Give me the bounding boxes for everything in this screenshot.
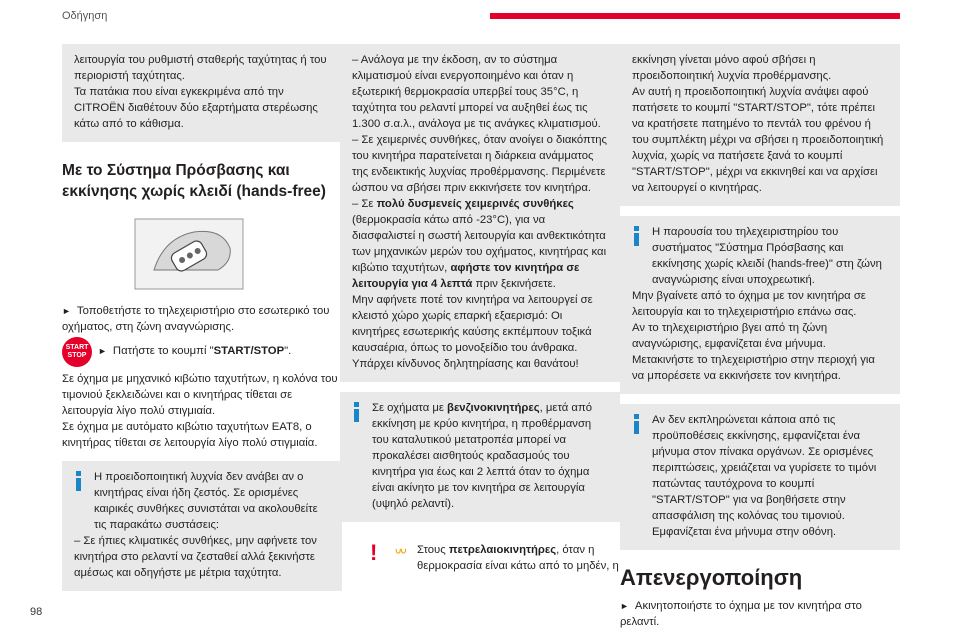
info-icon — [354, 402, 359, 422]
info-icon — [634, 226, 639, 246]
step-item: ► Ακινητοποιήστε το όχημα με τον κινητήρα στο ρελαντί. — [620, 600, 862, 628]
paragraph: Αν δεν εκπληρώνεται κάποια από τις προϋποθέσεις εκκίνησης, εμφανίζεται ένα μήνυμα στον πίνακα οργάνων. Σε ορισμένες περιπτώσεις, χρειάζεται να γυρίσετε το τιμόνι πατώντας ταυτόχρονα το κουμπί "START/STOP" για να βοηθήσετε στην απασφάλιση της κολόνας του τιμονιού. Εμφανίζεται ένα μήνυμα στην οθόνη. — [652, 414, 877, 538]
paragraph: – Σε χειμερινές συνθήκες, όταν ανοίγει ο διακόπτης του κινητήρα παρατείνεται η διάρκεια ανάμματος της ενδεικτικής λυχνίας προθέρμανσης. Περιμένετε ώσπου να σβήσει πριν εκκινήσετε τον κινητήρα. — [352, 134, 607, 194]
arrow-right-icon: ► — [98, 346, 107, 356]
info-note — [620, 404, 900, 550]
arrow-right-icon: ► — [62, 306, 71, 316]
info-box — [620, 44, 900, 206]
step-item: ► Τοποθετήστε το τηλεχειριστήριο στο εσωτερικό του οχήματος, στη ζώνη αναγνώρισης. — [62, 305, 330, 333]
paragraph: Μην βγαίνετε από το όχημα με τον κινητήρα σε λειτουργία και το τηλεχειριστήριο επάνω σας. — [632, 290, 866, 318]
arrow-right-icon: ► — [620, 601, 629, 611]
info-note — [62, 461, 342, 591]
paragraph: Αν το τηλεχειριστήριο βγει από τη ζώνη αναγνώρισης, εμφανίζεται ένα μήνυμα. — [632, 322, 828, 350]
paragraph: Μην αφήνετε ποτέ τον κινητήρα να λειτουργεί σε κλειστό χώρο χωρίς επαρκή εξαερισμό: Οι κινητήρες εσωτερικής καύσης εκπέμπουν τοξικά καυσαέρια, όπως το μονοξείδιο του άνθρακα. Υπάρχει κίνδυνος δηλητηρίασης και θανάτου! — [352, 294, 593, 370]
paragraph: Σε οχήματα με βενζινοκινητήρες, μετά από εκκίνηση με κρύο κινητήρα, η προθέρμανση του καταλυτικού μετατροπέα μπορεί να προκαλέσει αισθητούς κραδασμούς του κινητήρα για έως και 2 λεπτά όταν το όχημα είναι ακίνητο με τον κινητήρα σε λειτουργία (υψηλό ρελαντί). — [372, 402, 593, 510]
paragraph: εκκίνηση γίνεται μόνο αφού σβήσει η προειδοποιητική λυχνία προθέρμανσης. — [632, 54, 832, 82]
glow-plug-icon — [395, 545, 407, 557]
paragraph: Η παρουσία του τηλεχειριστηρίου του συστήματος "Σύστημα Πρόσβασης και εκκίνησης χωρίς κλειδί (hands-free)" στη ζώνη αναγνώρισης είναι υποχρεωτική. — [652, 226, 882, 286]
section-heading: Με το Σύστημα Πρόσβασης και εκκίνησης χωρίς κλειδί (hands-free) — [62, 162, 326, 200]
column-2 — [340, 44, 620, 574]
start-step — [62, 337, 342, 367]
paragraph: Σε όχημα με αυτόματο κιβώτιο ταχυτήτων EAT8, ο κινητήρας τίθεται σε λειτουργία λίγο πολύ στιγμιαία. — [62, 421, 318, 449]
info-box — [340, 44, 620, 382]
info-note — [340, 392, 620, 522]
paragraph: Η προειδοποιητική λυχνία δεν ανάβει αν ο κινητήρας είναι ήδη ζεστός. Σε ορισμένες καιρικές συνθήκες συνιστάται να ακολουθείτε τις παρακάτω συστάσεις: — [94, 471, 318, 531]
paragraph: – Σε ήπιες κλιματικές συνθήκες, μην αφήνετε τον κινητήρα στο ρελαντί να ζεσταθεί αλλά ξεκινήστε αμέσως και οδηγήστε με μέτρια ταχύτητα. — [74, 535, 317, 579]
section-heading: Απενεργοποίηση — [620, 565, 803, 590]
info-icon — [76, 471, 81, 491]
paragraph: Μετακινήστε το τηλεχειριστήριο στην περιοχή για να μπορέσετε να εκκινήσετε τον κινητήρα. — [632, 354, 875, 382]
warning-icon: ! — [370, 540, 378, 565]
paragraph: – Σε πολύ δυσμενείς χειμερινές συνθήκες (θερμοκρασία κάτω από -23°C), για να διασφαλιστεί η σωστή λειτουργία και ανθεκτικότητα των μηχανικών μερών του οχήματος, κινητήρας και κιβώτιο ταχυτήτων, αφήστε τον κινητήρα σε λειτουργία για 4 λεπτά πριν ξεκινήσετε. — [352, 198, 607, 290]
info-icon — [634, 414, 639, 434]
start-stop-button-icon: START STOP — [62, 337, 92, 367]
page-number: 98 — [30, 606, 43, 618]
instructions — [62, 303, 342, 451]
info-box — [62, 44, 342, 142]
step-item: ► Πατήστε το κουμπί "START/STOP". — [98, 345, 292, 357]
section-header: Οδήγηση — [62, 10, 108, 22]
column-1 — [62, 44, 342, 601]
paragraph: Σε όχημα με μηχανικό κιβώτιο ταχυτήτων, η κολόνα του τιμονιού ξεκλειδώνει και ο κινητήρας τίθεται σε λειτουργία λίγο πολύ στιγμιαία. — [62, 373, 338, 417]
warning-note — [340, 532, 620, 574]
column-3 — [620, 44, 900, 630]
paragraph: Αν αυτή η προειδοποιητική λυχνία ανάψει αφού πατήσετε το κουμπί "START/STOP", τότε πρέπει να κρατήσετε πατημένο το πεντάλ του φρένου ή του συμπλέκτη μέχρι να σβήσει η προειδοποιητική λυχνία, χωρίς να πατήσετε ξανά το κουμπί "START/STOP", μέχρι να εκκινηθεί και να αρχίσει να λειτουργεί ο κινητήρας. — [632, 86, 884, 194]
key-fob-in-car-icon — [134, 218, 244, 290]
paragraph: Τα πατάκια που είναι εγκεκριμένα από την CITROËN διαθέτουν δύο εξαρτήματα στερέωσης κάτω από το κάθισμα. — [74, 86, 318, 130]
info-note — [620, 216, 900, 394]
paragraph: – Ανάλογα με την έκδοση, αν το σύστημα κλιματισμού είναι ενεργοποιημένο και όταν η εξωτερική θερμοκρασία υπερβεί τους 35°C, η ταχύτητα του ρελαντί μπορεί να αυξηθεί έως τις 1.300 σ.α.λ., ανάλογα με τις ανάγκες κλιματισμού. — [352, 54, 601, 130]
header-accent-bar — [490, 13, 900, 19]
instructions — [620, 598, 900, 630]
paragraph: Στους πετρελαιοκινητήρες, όταν η θερμοκρασία είναι κάτω από το μηδέν, η — [417, 544, 619, 572]
paragraph: λειτουργία του ρυθμιστή σταθερής ταχύτητας ή του περιοριστή ταχύτητας. — [74, 54, 327, 82]
